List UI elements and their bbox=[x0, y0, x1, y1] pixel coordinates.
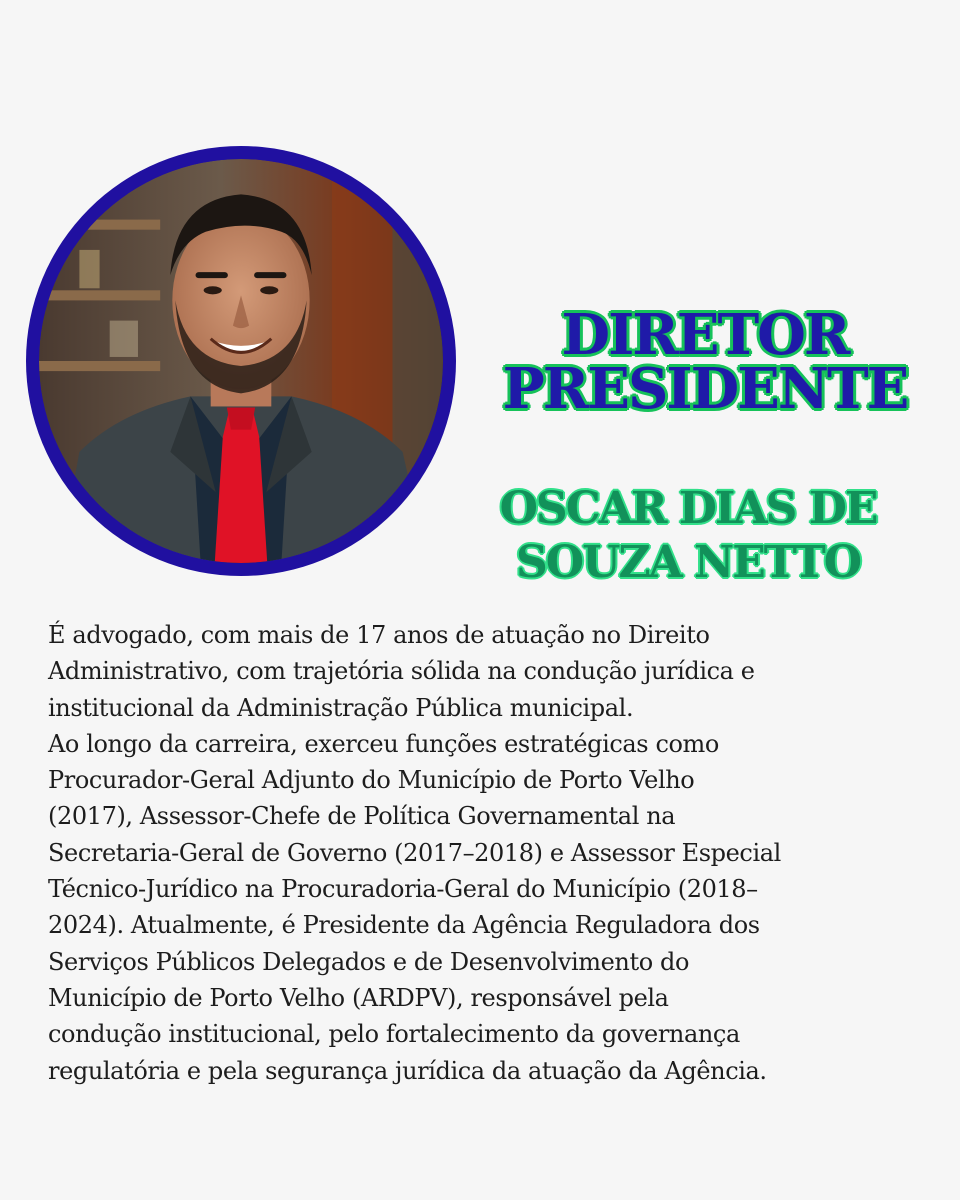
bio-line: Procurador-Geral Adjunto do Município de Porto Velho bbox=[48, 766, 695, 795]
bio-line: condução institucional, pelo fortalecimento da governança bbox=[48, 1020, 740, 1049]
job-title-line-1: DIRETOR bbox=[561, 302, 849, 368]
bio-line: Ao longo da carreira, exerceu funções estratégicas como bbox=[48, 729, 719, 758]
bio-line: institucional da Administração Pública municipal. bbox=[48, 693, 634, 722]
bio-line: Administrativo, com trajetória sólida na condução jurídica e bbox=[48, 657, 755, 686]
bio-line: Secretaria-Geral de Governo (2017–2018) e Assessor Especial bbox=[48, 838, 781, 867]
job-title-line-2: PRESIDENTE bbox=[502, 356, 908, 422]
bio-line: 2024). Atualmente, é Presidente da Agência Reguladora dos bbox=[48, 911, 760, 940]
person-name-line-2: SOUZA NETTO bbox=[515, 537, 861, 588]
bio-line: Serviços Públicos Delegados e de Desenvolvimento do bbox=[48, 947, 690, 976]
bio-line: Técnico-Jurídico na Procuradoria-Geral do Município (2018– bbox=[48, 875, 758, 904]
biography bbox=[48, 617, 928, 1089]
person-name-line-1: OSCAR DIAS DE bbox=[499, 483, 877, 534]
bio-line: regulatória e pela segurança jurídica da atuação da Agência. bbox=[48, 1056, 767, 1085]
person-name bbox=[468, 482, 908, 590]
bio-line: Município de Porto Velho (ARDPV), responsável pela bbox=[48, 983, 669, 1012]
bio-line: (2017), Assessor-Chefe de Política Governamental na bbox=[48, 802, 676, 831]
person-portrait-icon bbox=[39, 159, 443, 563]
portrait-frame bbox=[26, 146, 456, 576]
bio-line: É advogado, com mais de 17 anos de atuação no Direito bbox=[48, 621, 710, 649]
job-title bbox=[470, 302, 940, 422]
